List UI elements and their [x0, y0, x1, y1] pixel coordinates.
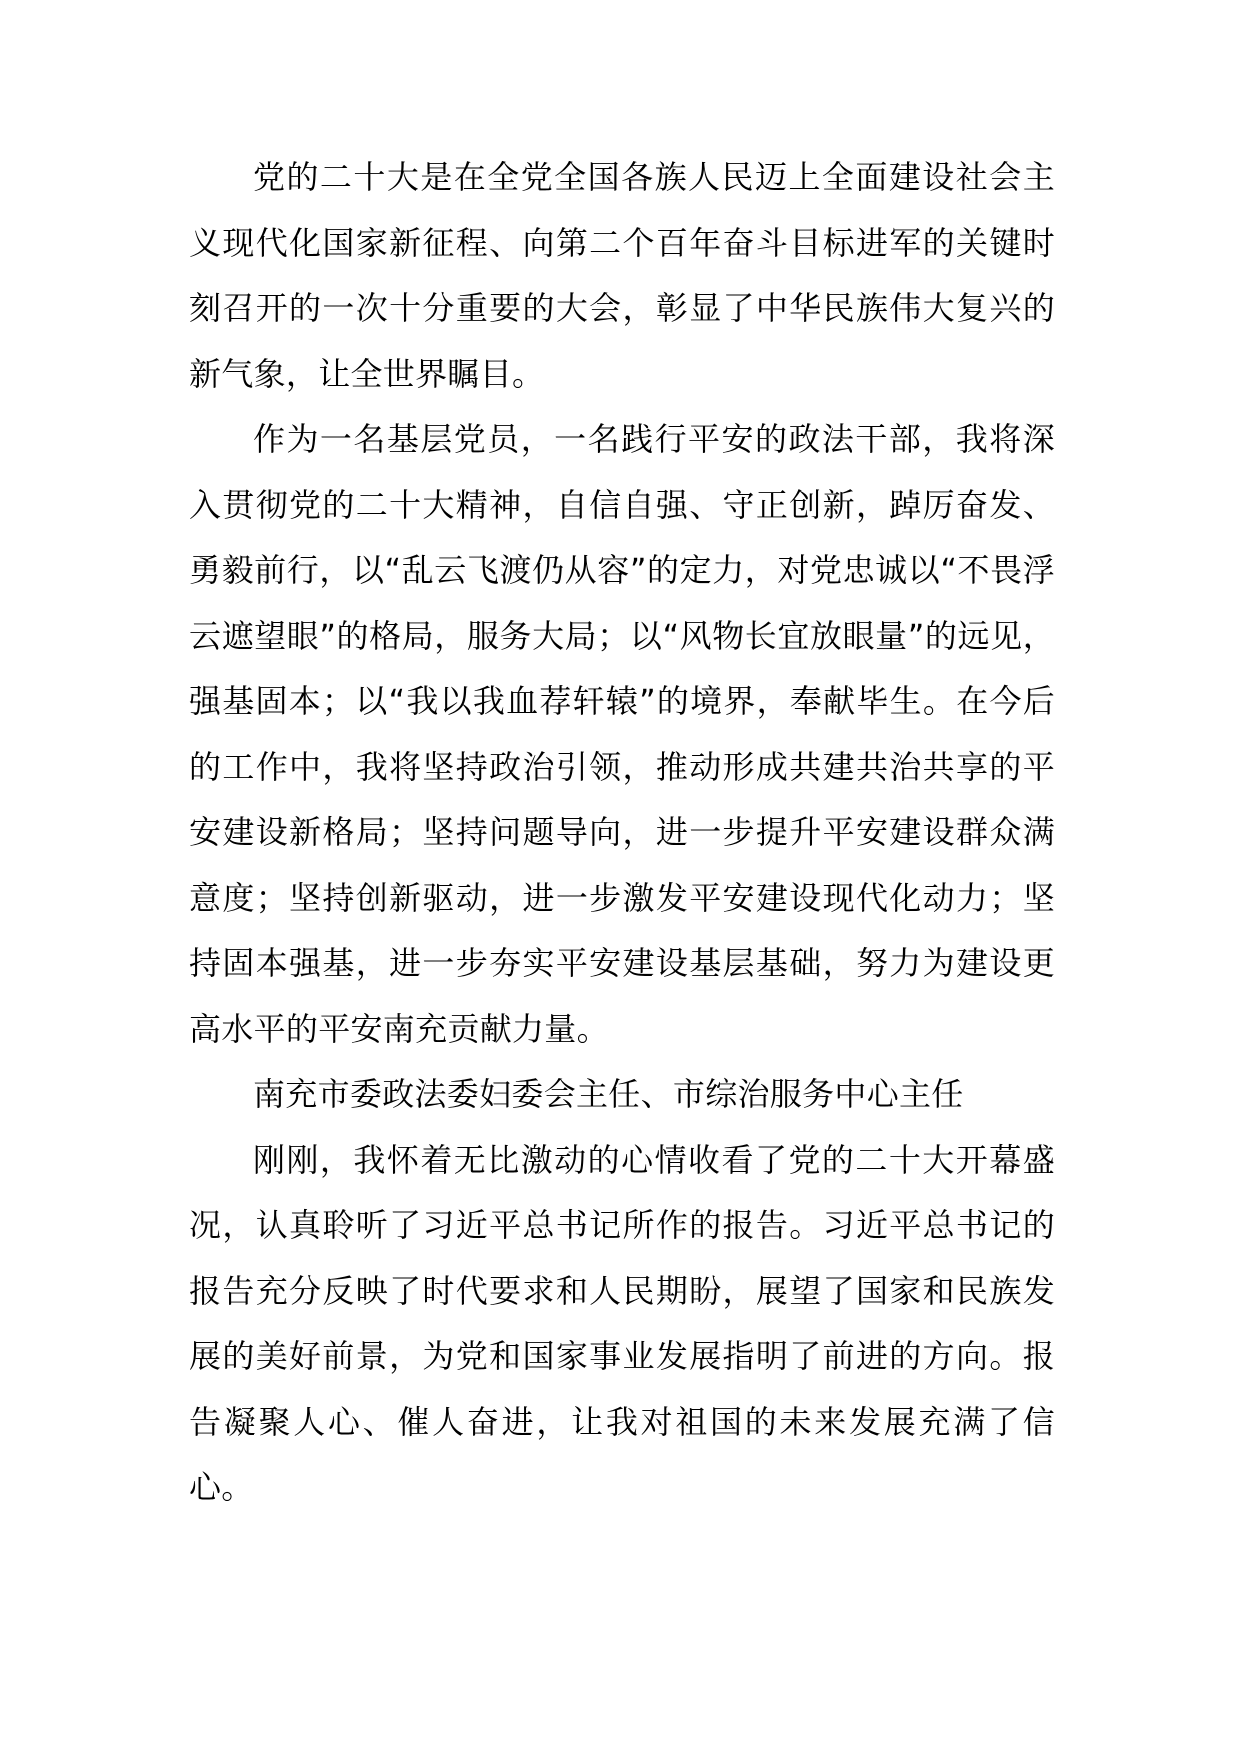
document-page — [189, 145, 1055, 1521]
speaker-title: 南充市委政法委妇委会主任、市综治服务中心主任 — [253, 1075, 964, 1113]
paragraph-reflection: 刚刚，我怀着无比激动的心情收看了党的二十大开幕盛况，认真聆听了习近平总书记所作的报告。习近平总书记的报告充分反映了时代要求和人民期盼，展望了国家和民族发展的美好前景，为党和国家事业发展指明了前进的方向。报告凝聚人心、催人奋进，让我对祖国的未来发展充满了信心。 — [189, 1140, 1055, 1506]
paragraph-commitment: 作为一名基层党员，一名践行平安的政法干部，我将深入贯彻党的二十大精神，自信自强、守正创新，踔厉奋发、勇毅前行，以“乱云飞渡仍从容”的定力，对党忠诚以“不畏浮云遮望眼”的格局，服务大局；以“风物长宜放眼量”的远见，强基固本；以“我以我血荐轩辕”的境界，奉献毕生。在今后的工作中，我将坚持政治引领，推动形成共建共治共享的平安建设新格局；坚持问题导向，进一步提升平安建设群众满意度；坚持创新驱动，进一步激发平安建设现代化动力；坚持固本强基，进一步夯实平安建设基层基础，努力为建设更高水平的平安南充贡献力量。 — [189, 420, 1055, 1048]
paragraph-intro: 党的二十大是在全党全国各族人民迈上全面建设社会主义现代化国家新征程、向第二个百年奋斗目标进军的关键时刻召开的一次十分重要的大会，彰显了中华民族伟大复兴的新气象，让全世界瞩目。 — [189, 158, 1055, 393]
